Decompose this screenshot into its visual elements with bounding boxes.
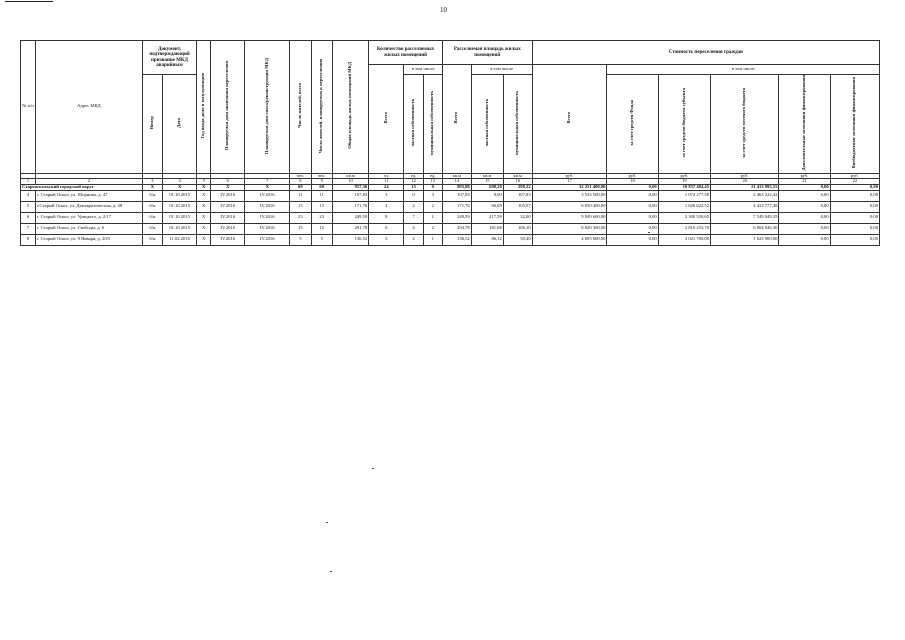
table-cell: 15 bbox=[311, 201, 332, 212]
scan-speck bbox=[330, 571, 332, 572]
column-index-cell: 20 bbox=[711, 179, 779, 185]
table-cell: 8 bbox=[369, 212, 404, 223]
header-row-no: № п/п bbox=[21, 41, 36, 174]
table-cell: 6 bbox=[369, 223, 404, 234]
header-cost-out-of-budget bbox=[830, 75, 879, 174]
total-cell: 0,00 bbox=[607, 184, 658, 190]
table-cell: 105,07 bbox=[503, 201, 532, 212]
total-cell: 0,00 bbox=[779, 184, 830, 190]
header-rooms-group: Количество расселяемых жилых помещений bbox=[369, 41, 443, 65]
table-cell: IV.2016 bbox=[211, 190, 245, 201]
table-cell: Х bbox=[197, 212, 211, 223]
header-doc-date-label: Дата bbox=[176, 117, 182, 128]
unit-cell: чел. bbox=[290, 173, 311, 179]
scan-speck bbox=[326, 522, 328, 523]
header-area-group: Расселяемая площадь жилых помещений bbox=[442, 41, 532, 65]
total-cell: 957,30 bbox=[332, 184, 368, 190]
total-cell: Х bbox=[197, 184, 211, 190]
table-cell: 4 bbox=[369, 201, 404, 212]
table-cell: 0,00 bbox=[830, 223, 879, 234]
top-rule bbox=[5, 1, 53, 2]
table-cell: 0 bbox=[404, 190, 423, 201]
unit-cell: кв.м bbox=[503, 173, 532, 179]
table-cell: 01.10.2015 bbox=[163, 201, 197, 212]
header-cost-regional bbox=[658, 75, 710, 174]
header-year-label: Год ввода дома в эксплуатацию bbox=[200, 73, 206, 139]
table-cell: 4 bbox=[404, 223, 423, 234]
header-cost-extra bbox=[779, 75, 830, 174]
table-cell: 1 bbox=[423, 212, 442, 223]
table-cell: 0,00 bbox=[830, 234, 879, 245]
table-cell: 249,59 bbox=[442, 212, 471, 223]
table-cell: 01.10.2015 bbox=[163, 212, 197, 223]
header-cost-local-label: за счет средств местного бюджета bbox=[741, 87, 747, 158]
table-cell: 0,00 bbox=[830, 190, 879, 201]
column-index-cell: 17 bbox=[532, 179, 607, 185]
table-cell: 5 bbox=[290, 234, 311, 245]
table-cell: 50,40 bbox=[503, 234, 532, 245]
total-cell: 10 837 404,45 bbox=[658, 184, 710, 190]
table-cell: 217,59 bbox=[471, 212, 503, 223]
table-cell: 32,00 bbox=[503, 212, 532, 223]
table-cell: IV.2016 bbox=[245, 190, 290, 201]
total-cell: 69 bbox=[290, 184, 311, 190]
table-cell: IV.2016 bbox=[245, 201, 290, 212]
header-cost-out-of-budget-label: Внебюджетные источники финансирования bbox=[851, 77, 857, 169]
unit-cell: кв.м bbox=[471, 173, 503, 179]
unit-cell: руб. bbox=[532, 173, 607, 179]
total-cell: 0,00 bbox=[830, 184, 879, 190]
header-total-area-label: Общая площадь жилых помещений МКД bbox=[347, 62, 353, 150]
header-total-area bbox=[332, 41, 368, 174]
header-residents-planned bbox=[311, 41, 332, 174]
table-cell: 2 bbox=[423, 201, 442, 212]
unit-cell: руб. bbox=[711, 173, 779, 179]
table-cell: 294,78 bbox=[442, 223, 471, 234]
unit-cell: ед. bbox=[404, 173, 423, 179]
table-cell: б/н bbox=[142, 223, 162, 234]
address-cell: г. Старый Оскол, ул. Свободы, д. 6 bbox=[35, 223, 142, 234]
header-rooms-municipal bbox=[423, 75, 442, 174]
table-cell: 2 bbox=[404, 201, 423, 212]
column-index-cell: 21 bbox=[779, 179, 830, 185]
table-cell: IV.2016 bbox=[211, 212, 245, 223]
unit-cell: ед. bbox=[369, 173, 404, 179]
table-cell: Х bbox=[197, 190, 211, 201]
column-index-cell: 3 bbox=[142, 179, 162, 185]
header-rooms-incl: в том числе bbox=[404, 65, 442, 75]
table-cell: 3 021 700,00 bbox=[658, 234, 710, 245]
header-area-total bbox=[442, 65, 471, 174]
table-cell: 23 bbox=[290, 212, 311, 223]
table-cell: 0,00 bbox=[607, 234, 658, 245]
column-index-cell: 7 bbox=[245, 179, 290, 185]
column-index-cell: 6 bbox=[211, 179, 245, 185]
table-cell: 5 bbox=[21, 201, 36, 212]
table-cell: IV.2016 bbox=[245, 212, 290, 223]
table-cell: IV.2016 bbox=[211, 201, 245, 212]
table-cell: 15 bbox=[311, 223, 332, 234]
total-cell: Х bbox=[142, 184, 162, 190]
table-cell: 2 bbox=[423, 223, 442, 234]
table-cell: 8 bbox=[21, 234, 36, 245]
page-number: 10 bbox=[440, 6, 447, 14]
table-cell: 11.02.2016 bbox=[163, 234, 197, 245]
table-cell: IV.2016 bbox=[211, 223, 245, 234]
header-area-private bbox=[471, 75, 503, 174]
table-row bbox=[21, 212, 880, 223]
total-label: Старооскольский городской округ bbox=[21, 184, 143, 190]
table-cell: 136,52 bbox=[332, 234, 368, 245]
header-year bbox=[197, 41, 211, 174]
table-cell: 86,12 bbox=[471, 234, 503, 245]
table-cell: 0,00 bbox=[830, 201, 879, 212]
column-index-cell: 13 bbox=[423, 179, 442, 185]
table-cell: 9 849 600,00 bbox=[532, 212, 607, 223]
table-cell: 0,00 bbox=[779, 234, 830, 245]
header-area-private-label: частная собственность bbox=[483, 99, 489, 147]
table-cell: 7 bbox=[404, 212, 423, 223]
table-cell: 01.10.2015 bbox=[163, 223, 197, 234]
table-cell: 23 bbox=[311, 212, 332, 223]
header-cost-fund bbox=[607, 75, 658, 174]
table-cell: 3 bbox=[369, 190, 404, 201]
table-cell: 0,00 bbox=[471, 190, 503, 201]
table-cell: 107,83 bbox=[442, 190, 471, 201]
header-cost-regional-label: за счет средств бюджета субъекта bbox=[680, 88, 686, 158]
table-cell: 107,83 bbox=[503, 190, 532, 201]
total-cell: 21 413 995,55 bbox=[711, 184, 779, 190]
table-cell: 0,00 bbox=[607, 201, 658, 212]
table-cell: 15 bbox=[290, 201, 311, 212]
column-index-cell: 10 bbox=[332, 179, 368, 185]
address-cell: г. Старый Оскол, ул. Урицкого, д. 2/17 bbox=[35, 212, 142, 223]
header-cost-incl: в том числе bbox=[607, 65, 880, 75]
header-planned-relocation bbox=[211, 41, 245, 174]
table-cell: 4 695 600,00 bbox=[532, 234, 607, 245]
table-cell: Х bbox=[197, 234, 211, 245]
header-rooms-total-label: Всего bbox=[382, 112, 388, 124]
column-index-cell: 1 bbox=[21, 179, 36, 185]
column-index-cell: 8 bbox=[290, 179, 311, 185]
table-cell: 15 bbox=[290, 223, 311, 234]
column-index-cell: 11 bbox=[369, 179, 404, 185]
header-residents-planned-label: Число жителей, планируемых к переселению bbox=[318, 58, 324, 153]
table-cell: IV.2016 bbox=[245, 234, 290, 245]
table-cell: 291,78 bbox=[332, 223, 368, 234]
header-cost-total bbox=[532, 65, 607, 174]
header-doc-date bbox=[163, 75, 197, 174]
unit-cell: чел. bbox=[311, 173, 332, 179]
column-index-cell: 12 bbox=[404, 179, 423, 185]
column-index-cell: 9 bbox=[311, 179, 332, 185]
table-cell: 66,69 bbox=[471, 201, 503, 212]
total-cell: Х bbox=[163, 184, 197, 190]
table-cell: IV.2016 bbox=[211, 234, 245, 245]
table-cell: 0,00 bbox=[779, 212, 830, 223]
unit-cell: руб. bbox=[658, 173, 710, 179]
table-cell: 3 bbox=[369, 234, 404, 245]
header-residents-count-label: Число жителей, всего bbox=[296, 83, 302, 129]
address-cell: г. Старый Оскол, ул. 9 Января, д. 20/5 bbox=[35, 234, 142, 245]
header-cost-local bbox=[711, 75, 779, 174]
header-doc-number bbox=[142, 75, 162, 174]
total-cell: 698,28 bbox=[471, 184, 503, 190]
total-cell: 298,22 bbox=[503, 184, 532, 190]
table-cell: 11 bbox=[311, 190, 332, 201]
unit-cell: кв.м bbox=[442, 173, 471, 179]
total-cell: 69 bbox=[311, 184, 332, 190]
table-cell: 2 816 253,70 bbox=[658, 223, 710, 234]
table-cell: 0,00 bbox=[830, 212, 879, 223]
table-cell: 181,68 bbox=[471, 223, 503, 234]
total-cell: 32 251 400,00 bbox=[532, 184, 607, 190]
table-cell: 7 bbox=[21, 223, 36, 234]
unit-cell: кв.м bbox=[332, 173, 368, 179]
scan-speck bbox=[648, 232, 650, 233]
table-cell: 6 050 400,00 bbox=[532, 201, 607, 212]
table-cell: 0,00 bbox=[607, 190, 658, 201]
table-cell: 3 535 500,00 bbox=[532, 190, 607, 201]
table-cell: 6 bbox=[21, 212, 36, 223]
table-cell: 0,00 bbox=[779, 223, 830, 234]
total-cell: 24 bbox=[369, 184, 404, 190]
table-cell: 1 072 277,58 bbox=[658, 190, 710, 201]
header-rooms-total bbox=[369, 65, 404, 174]
table-cell: 0,00 bbox=[779, 190, 830, 201]
table-cell: 01.10.2015 bbox=[163, 190, 197, 201]
total-cell: Х bbox=[245, 184, 290, 190]
relocation-table bbox=[20, 40, 880, 246]
header-rooms-municipal-label: муниципальная собственность bbox=[429, 90, 435, 156]
column-index-cell: 16 bbox=[503, 179, 532, 185]
header-cost-extra-label: Дополнительные источники финансирования bbox=[801, 75, 807, 171]
table-cell: 249,59 bbox=[332, 212, 368, 223]
column-index-cell: 14 bbox=[442, 179, 471, 185]
table-cell: 136,52 bbox=[442, 234, 471, 245]
header-cost-fund-label: за счет средств Фонда bbox=[629, 100, 635, 146]
table-cell: 7 549 049,35 bbox=[711, 212, 779, 223]
table-cell: б/н bbox=[142, 212, 162, 223]
total-cell: 995,88 bbox=[442, 184, 471, 190]
table-row bbox=[21, 234, 880, 245]
header-area-municipal-label: муниципальная собственность bbox=[514, 90, 520, 156]
unit-cell: ед. bbox=[423, 173, 442, 179]
header-address: Адрес МКД bbox=[35, 41, 142, 174]
table-cell: 2 463 222,42 bbox=[711, 190, 779, 201]
header-planned-demolition-label: Планируемая дата сноса/реконструкции МКД bbox=[263, 57, 269, 154]
header-area-incl: в том числе bbox=[471, 65, 532, 75]
total-cell: 15 bbox=[404, 184, 423, 190]
table-cell: 171,76 bbox=[442, 201, 471, 212]
unit-cell: руб. bbox=[830, 173, 879, 179]
header-cost-group: Стоимость переселения граждан bbox=[532, 41, 879, 65]
address-cell: г.Старый Оскол, ул. Демократическая, д. 48 bbox=[35, 201, 142, 212]
table-cell: 107,83 bbox=[332, 190, 368, 201]
address-cell: г. Старый Оскол, ул. Шорника, д. 47 bbox=[35, 190, 142, 201]
table-row bbox=[21, 190, 880, 201]
table-cell: 1 623 900,00 bbox=[711, 234, 779, 245]
table-cell: 6 004 046,30 bbox=[711, 223, 779, 234]
column-index-cell: 2 bbox=[35, 179, 142, 185]
table-cell: 2 bbox=[404, 234, 423, 245]
table-cell: Х bbox=[197, 201, 211, 212]
table-cell: 5 bbox=[311, 234, 332, 245]
table-cell: 4 423 777,48 bbox=[711, 201, 779, 212]
unit-cell: руб. bbox=[607, 173, 658, 179]
table-cell: 4 bbox=[21, 190, 36, 201]
table-cell: 106,10 bbox=[503, 223, 532, 234]
column-index-cell: 15 bbox=[471, 179, 503, 185]
table-cell: 0,00 bbox=[779, 201, 830, 212]
header-doc-number-label: Номер bbox=[149, 116, 155, 130]
table-cell: б/н bbox=[142, 234, 162, 245]
header-planned-demolition bbox=[245, 41, 290, 174]
table-cell: б/н bbox=[142, 190, 162, 201]
table-row bbox=[21, 223, 880, 234]
table-cell: 171,76 bbox=[332, 201, 368, 212]
header-area-municipal bbox=[503, 75, 532, 174]
table-cell: 0,00 bbox=[607, 212, 658, 223]
header-document: Документ, подтверждающий признание МКД аварийным bbox=[142, 41, 196, 75]
table-cell: 0,00 bbox=[607, 223, 658, 234]
total-cell: Х bbox=[211, 184, 245, 190]
table-cell: Х bbox=[197, 223, 211, 234]
table-cell: IV.2016 bbox=[245, 223, 290, 234]
column-index-cell: 22 bbox=[830, 179, 879, 185]
table-cell: 3 bbox=[423, 190, 442, 201]
header-residents-count bbox=[290, 41, 311, 174]
table-cell: б/н bbox=[142, 201, 162, 212]
scan-speck bbox=[372, 468, 374, 469]
header-cost-total-label: Всего bbox=[566, 112, 572, 124]
total-cell: 9 bbox=[423, 184, 442, 190]
column-index-cell: 4 bbox=[163, 179, 197, 185]
header-rooms-private-label: частная собственность bbox=[410, 99, 416, 147]
header-planned-relocation-label: Планируемая дата окончания переселения bbox=[224, 61, 230, 151]
header-area-total-label: Всего bbox=[453, 112, 459, 124]
table-cell: 1 bbox=[423, 234, 442, 245]
header-rooms-private bbox=[404, 75, 423, 174]
unit-cell: руб. bbox=[779, 173, 830, 179]
table-cell: 2 300 550,65 bbox=[658, 212, 710, 223]
table-row bbox=[21, 201, 880, 212]
column-index-cell: 19 bbox=[658, 179, 710, 185]
column-index-cell: 18 bbox=[607, 179, 658, 185]
table-cell: 11 bbox=[290, 190, 311, 201]
column-index-cell: 5 bbox=[197, 179, 211, 185]
table-cell: 1 626 622,52 bbox=[658, 201, 710, 212]
table-cell: 8 820 300,00 bbox=[532, 223, 607, 234]
